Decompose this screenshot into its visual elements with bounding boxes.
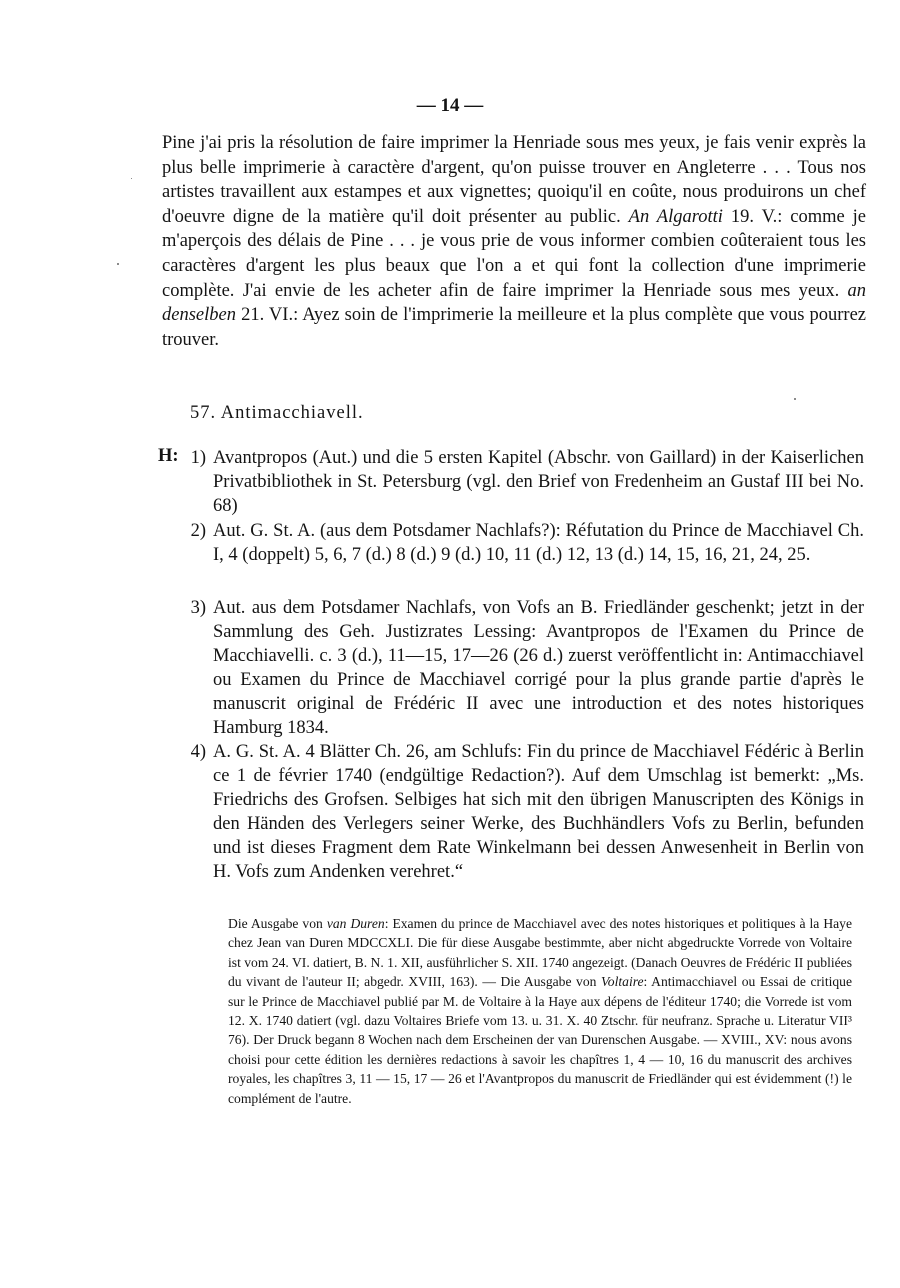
list-item-number: 1)	[190, 448, 206, 468]
list-item-number: 3)	[190, 598, 206, 618]
list-item-text: A. G. St. A. 4 Blätter Ch. 26, am Schlufs: Fin du prince de Macchiavel Fédéric à Berlin ce 1 de février 1740 (endgültige Redaction?). Auf dem Umschlag ist bemerkt: „Ms. Friedrichs des Grofsen. Selbiges hat sich mit den übrigen Manuscripten des Königs in den Händen des Verlegers seiner Werke, des Buchhändlers Vofs zu Berlin, befunden und ist dieses Fragment dem Rate Winkelmann bei dessen Anwesenheit in Berlin von H. Vofs zum Andenken verehret.“	[213, 742, 864, 882]
list-item-number: 2)	[190, 521, 206, 541]
list-item	[180, 596, 864, 740]
intro-paragraph	[162, 131, 866, 352]
intro-text-1: Pine j'ai pris la résolution de faire imprimer la Henriade sous mes yeux, je fais venir exprès la plus belle imprimerie à caractère d'argent, qu'on puisse trouver en Angleterre . . . Tous nos artistes travaillent aux estampes et aux vignettes; quoiqu'il en coûte, nous produirons un chef d'oeuvre digne de la matière qu'il doit présenter au public.	[162, 133, 866, 227]
note-italic-van-duren: van Duren	[326, 916, 385, 931]
list-item-text: Aut. aus dem Potsdamer Nachlafs, von Vofs an B. Friedländer geschenkt; jetzt in der Sammlung des Geh. Justizrates Lessing: Avantpropos de l'Examen du Prince de Macchiavelli. c. 3 (d.), 11—15, 17—26 (26 d.) zuerst veröffentlicht in: Antimacchiavel ou Examen du Prince de Macchiavel corrigé pour la plus grande partie d'après le manuscrit original de Frédéric II avec une introduction et des notes historiques Hamburg 1834.	[213, 598, 864, 738]
list-item	[180, 446, 864, 520]
reference-denselben: an denselben	[162, 280, 866, 326]
note-text-3: : Antimacchiavel ou Essai de critique sur le Prince de Macchiavel publié par M. de Voltaire à la Haye aux dépens de l'éditeur 1740; die Vorrede ist vom 12. X. 1740 datiert (vgl. dazu Voltaires Briefe vom 13. u. 31. X. 40 Ztschr. für neufranz. Sprache u. Literatur VII³ 76). Der Druck begann 8 Wochen nach dem Erscheinen der van Durenschen Ausgabe. — XVIII., XV: nous avons choisi pour cette édition les dernières redactions à savoir les chapîtres 1, 4 — 10, 16 du manuscrit des archives royales, les chapîtres 3, 11 — 15, 17 — 26 et l'Avantpropos du manuscrit de Friedländer qui est évidemment (!) le complément de l'autre.	[228, 974, 853, 1106]
reference-algarotti: An Algarotti	[628, 206, 723, 227]
note-text-1: Die Ausgabe von	[228, 916, 323, 931]
handschrift-label: H:	[158, 446, 179, 466]
section-heading: 57. Antimacchiavell.	[190, 403, 364, 423]
list-item-number: 4)	[190, 742, 206, 762]
list-item	[180, 740, 864, 908]
list-item	[180, 519, 864, 593]
list-item-text: Aut. G. St. A. (aus dem Potsdamer Nachlafs?): Réfutation du Prince de Macchiavel Ch. I, 4 (doppelt) 5, 6, 7 (d.) 8 (d.) 9 (d.) 10, 11 (d.) 12, 13 (d.) 14, 15, 16, 21, 24, 25.	[213, 521, 864, 565]
page-number: — 14 —	[416, 95, 484, 116]
note-text-2: : Examen du prince de Macchiavel avec des notes historiques et politiques à la Haye chez Jean van Duren MDCCXLI. Die für diese Ausgabe bestimmte, aber nicht abgedruckte Vorrede von Voltaire ist vom 24. VI. datiert, B. N. 1. XII, ausführlicher S. XII. 1740 angezeigt. (Danach Oeuvres de Frédéric II publiées du vivant de l'auteur II; abgedr. XVIII, 163). — Die Ausgabe von	[228, 916, 852, 990]
intro-text-2: 19. V.: comme je m'aperçois des délais de Pine . . . je vous prie de vous informer combien coûteraient tous les caractères d'argent les plus beaux que l'on a et qui font la collection d'une imprimerie complète. J'ai envie de les acheter afin de faire imprimer la Henriade sous mes yeux.	[162, 206, 867, 301]
scan-speck	[117, 263, 119, 265]
scan-speck	[131, 178, 132, 179]
footnote	[228, 914, 852, 1108]
note-italic-voltaire: Voltaire	[601, 974, 644, 990]
scan-speck	[794, 398, 796, 400]
intro-text-3: 21. VI.: Ayez soin de l'imprimerie la meilleure et la plus complète que vous pourrez trouver.	[162, 305, 867, 350]
list-item-text: Avantpropos (Aut.) und die 5 ersten Kapitel (Abschr. von Gaillard) in der Kaiserlichen Privatbibliothek in St. Petersburg (vgl. den Brief von Fredenheim an Gustaf III bei No. 68)	[213, 448, 864, 516]
